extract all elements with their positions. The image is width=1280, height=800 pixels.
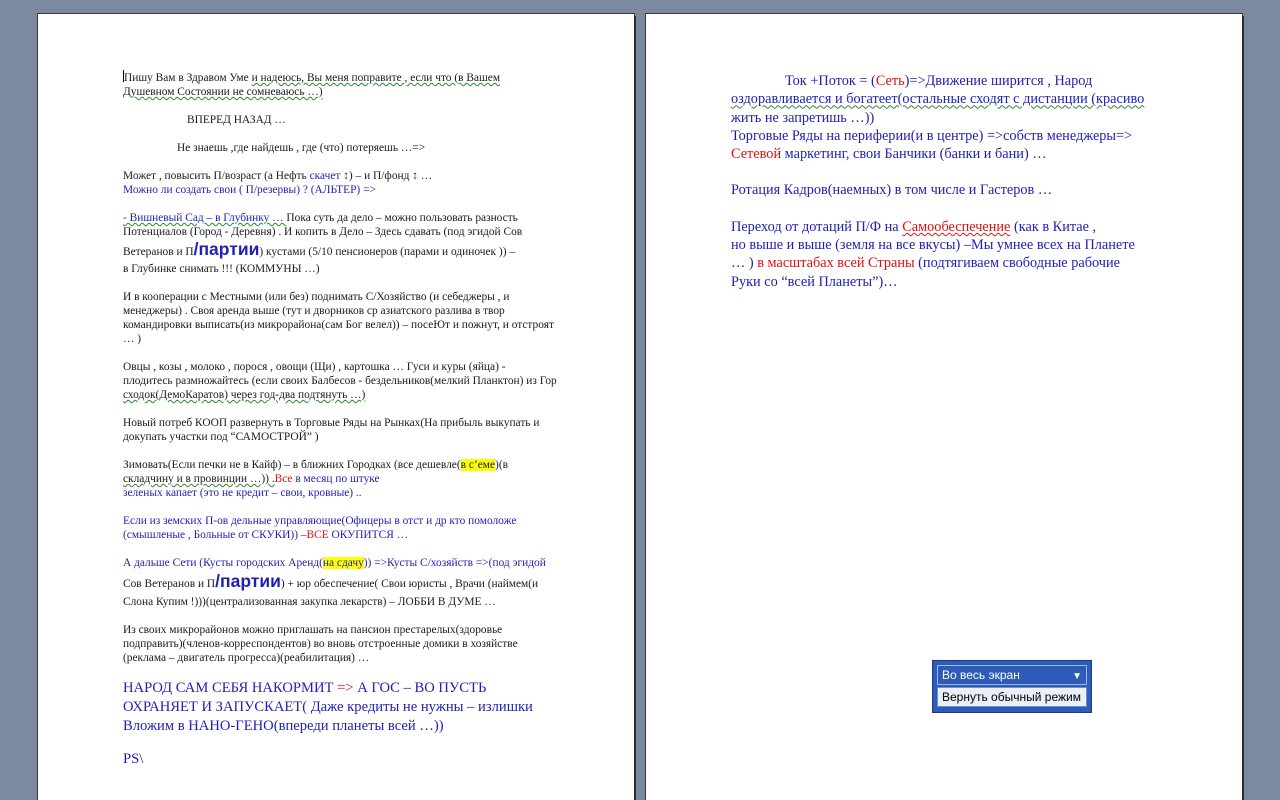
- paragraph: Пишу Вам в Здравом Уме и надеюсь, Вы меня поправите , если что (в Вашем: [124, 72, 501, 84]
- paragraph: Ветеранов и П/партии) кустами (5/10 пенсионеров (парами и одиночек )) –: [123, 239, 516, 259]
- paragraph: зеленых капает (это не кредит – свои, кровные) ..: [123, 487, 362, 499]
- paragraph: Может , повысить П/возраст (а Нефть скачет ↕) – и П/фонд ↕ …: [123, 170, 433, 182]
- restore-normal-view-button[interactable]: Вернуть обычный режим: [937, 687, 1087, 707]
- paragraph: менеджеры) . Своя аренда выше (тут и дворников ср азиатского разлива в твор: [123, 305, 505, 317]
- paragraph: Душевном Состоянии не сомневаюсь …): [123, 86, 323, 98]
- paragraph: … ): [123, 333, 142, 345]
- chevron-down-icon[interactable]: ▼: [1072, 671, 1082, 682]
- paragraph: НАРОД САМ СЕБЯ НАКОРМИТ => А ГОС – ВО ПУСТЬ: [123, 680, 487, 696]
- paragraph: подправить)(членов-корреспондентов) во вновь отстроенные домики в хозяйстве: [123, 638, 518, 650]
- paragraph: А дальше Сети (Кусты городских Аренд(на сдачу)) =>Кусты С/хозяйств =>(под эгидой: [123, 557, 546, 569]
- paragraph: (реклама – двигатель прогресса)(реабилитация) …: [123, 652, 370, 664]
- paragraph: Ротация Кадров(наемных) в том числе и Гастеров …: [731, 182, 1053, 199]
- paragraph: жить не запретишь …)): [731, 109, 875, 126]
- paragraph: Можно ли создать свои ( П/резервы) ? (АЛЬТЕР) =>: [123, 184, 376, 196]
- paragraph: Ток +Поток = (Сеть)=>Движение ширится , Народ: [785, 73, 1093, 89]
- paragraph: плодитесь размножайтесь (если своих Балбесов - бездельников(мелкий Планктон) из Гор: [123, 375, 557, 387]
- paragraph: Торговые Ряды на периферии(и в центре) =>собств менеджеры=>: [731, 127, 1133, 144]
- document-page-1: [38, 14, 634, 800]
- view-mode-select[interactable]: [937, 665, 1087, 685]
- heading: ВПЕРЕД НАЗАД …: [187, 114, 286, 126]
- paragraph: командировки выписать(из микрорайона(сам Бог велел)) – посеЮт и пожнут, и отстроят: [123, 319, 554, 331]
- paragraph: Вложим в НАНО-ГЕНО(впереди планеты всей …)): [123, 718, 444, 734]
- paragraph: Овцы , козы , молоко , порося , овощи (Щи) , картошка … Гуси и куры (яйца) -: [123, 361, 506, 373]
- page-1-text[interactable]: [123, 70, 603, 769]
- paragraph: докупать участки под “САМОСТРОЙ” ): [123, 431, 319, 443]
- paragraph: PS\: [123, 751, 144, 767]
- paragraph: в Глубинке снимать !!! (КОММУНЫ …): [123, 263, 320, 275]
- paragraph: оздоравливается и богатеет(остальные сходят с дистанции (красиво: [731, 91, 1145, 108]
- view-mode-label: Во весь экран: [942, 668, 1020, 682]
- highlighted-text: на сдачу: [322, 557, 364, 569]
- paragraph: (смышленые , Больные от СКУКИ)) –ВСЕ ОКУПИТСЯ …: [123, 529, 409, 541]
- paragraph: Если из земских П-ов дельные управляющие(Офицеры в отст и др кто помоложе: [123, 515, 517, 527]
- paragraph: Из своих микрорайонов можно приглашать на пансион престарелых(здоровье: [123, 624, 503, 636]
- paragraph: … ) в масштабах всей Страны (подтягиваем свободные рабочие: [731, 255, 1120, 272]
- highlighted-text: в с’еме: [460, 459, 496, 471]
- paragraph: складчину и в провинции …)) .Все в месяц по штуке: [123, 473, 380, 485]
- page-2-text[interactable]: [731, 72, 1211, 291]
- paragraph: Сетевой маркетинг, свои Банчики (банки и бани) …: [731, 146, 1047, 163]
- paragraph: Руки со “всей Планеты”)…: [731, 273, 898, 290]
- paragraph: сходок(ДемоКаратов) через год-два подтянуть …): [123, 389, 366, 401]
- paragraph: но выше и выше (земля на все вкусы) –Мы умнее всех на Планете: [731, 237, 1135, 254]
- paragraph: Зимовать(Если печки не в Кайф) – в ближних Городках (все дешевле(в с’еме)(в: [123, 459, 508, 471]
- paragraph: Сов Ветеранов и П/партии) + юр обеспечение( Свои юристы , Врачи (наймем(и: [123, 571, 539, 591]
- paragraph: Потенциалов (Город - Деревня) . И копить в Дело – Здесь сдавать (под эгидой Сов: [123, 226, 523, 238]
- paragraph: Новый потреб КООП развернуть в Торговые Ряды на Рынках(На прибыль выкупать и: [123, 417, 540, 429]
- paragraph: Переход от дотаций П/Ф на Самообеспечение (как в Китае ,: [731, 218, 1097, 235]
- paragraph: Слона Купим !)))(централизованная закупка лекарств) – ЛОББИ В ДУМЕ …: [123, 596, 496, 608]
- paragraph: ОХРАНЯЕТ И ЗАПУСКАЕТ( Даже кредиты не нужны – излишки: [123, 699, 533, 715]
- paragraph: Не знаешь ,где найдешь , где (что) потеряешь …=>: [177, 142, 426, 154]
- paragraph: И в кооперации с Местными (или без) поднимать С/Хозяйство (и себеджеры , и: [123, 291, 510, 303]
- full-screen-toolbar: [932, 660, 1092, 713]
- paragraph: - Вишневый Сад – в Глубинку … Пока суть да дело – можно пользовать разность: [123, 212, 518, 224]
